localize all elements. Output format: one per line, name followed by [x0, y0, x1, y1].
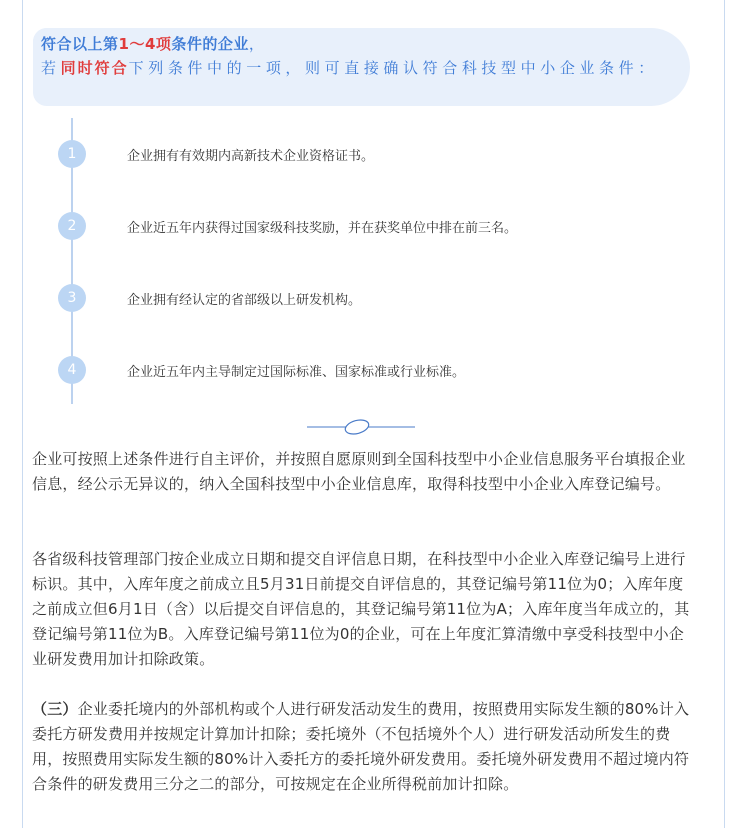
callout-subheading-highlight: 同时符合 — [60, 59, 129, 77]
callout-heading-part3: 条件的企业 — [171, 35, 249, 53]
step-text-1: 企业拥有有效期内高新技术企业资格证书。 — [127, 149, 375, 164]
paragraph-registration-number: 各省级科技管理部门按企业成立日期和提交自评信息日期，在科技型中小企业入库登记编号上进行标识。其中，入库年度之前成立且5月31日前提交自评信息的，其登记编号第11位为0；入库年度之前成立但6月1日（含）以后提交自评信息的，其登记编号第11位为A；入库年度当年成立的，其登记编号第11位为B。入库登记编号第11位为0的企业，可在上年度汇算清缴中享受科技型中小企业研发费用加计扣除政策。 — [32, 550, 690, 668]
paragraph-entrusted-rd-body: 企业委托境内的外部机构或个人进行研发活动发生的费用，按照费用实际发生额的80%计入委托方研发费用并按规定计算加计扣除；委托境外（不包括境外个人）进行研发活动所发生的费用，按照费用实际发生额的80%计入委托方的委托境外研发费用。委托境外研发费用不超过境内符合条件的研发费用三分之二的部分，可按规定在企业所得税前加计扣除。 — [32, 700, 690, 793]
step-number-3: 3 — [58, 284, 86, 312]
callout-subheading-part3: 下列条件中的一项，则可直接确认符合科技型中小企业条件： — [128, 59, 658, 77]
paragraph-self-evaluation: 企业可按照上述条件进行自主评价，并按照自愿原则到全国科技型中小企业信息服务平台填报企业信息，经公示无异议的，纳入全国科技型中小企业信息库，取得科技型中小企业入库登记编号。 — [32, 450, 686, 493]
callout-heading — [41, 33, 264, 54]
step-text-4: 企业近五年内主导制定过国际标准、国家标准或行业标准。 — [127, 365, 466, 380]
callout-subheading-part1: 若 — [41, 59, 61, 77]
callout-heading-range: 1～4项 — [118, 35, 172, 53]
step-number-1: 1 — [58, 140, 86, 168]
step-number-2: 2 — [58, 212, 86, 240]
paragraph-entrusted-rd-prefix: （三） — [32, 700, 78, 718]
callout-subheading — [41, 56, 691, 80]
callout-heading-comma: ， — [248, 35, 265, 53]
section-divider-icon — [307, 415, 415, 439]
step-text-2: 企业近五年内获得过国家级科技奖励，并在获奖单位中排在前三名。 — [127, 221, 518, 236]
paragraph-entrusted-rd — [32, 697, 698, 797]
callout-heading-part1: 符合以上第 — [41, 35, 119, 53]
step-number-4: 4 — [58, 356, 86, 384]
step-text-3: 企业拥有经认定的省部级以上研发机构。 — [127, 293, 362, 308]
